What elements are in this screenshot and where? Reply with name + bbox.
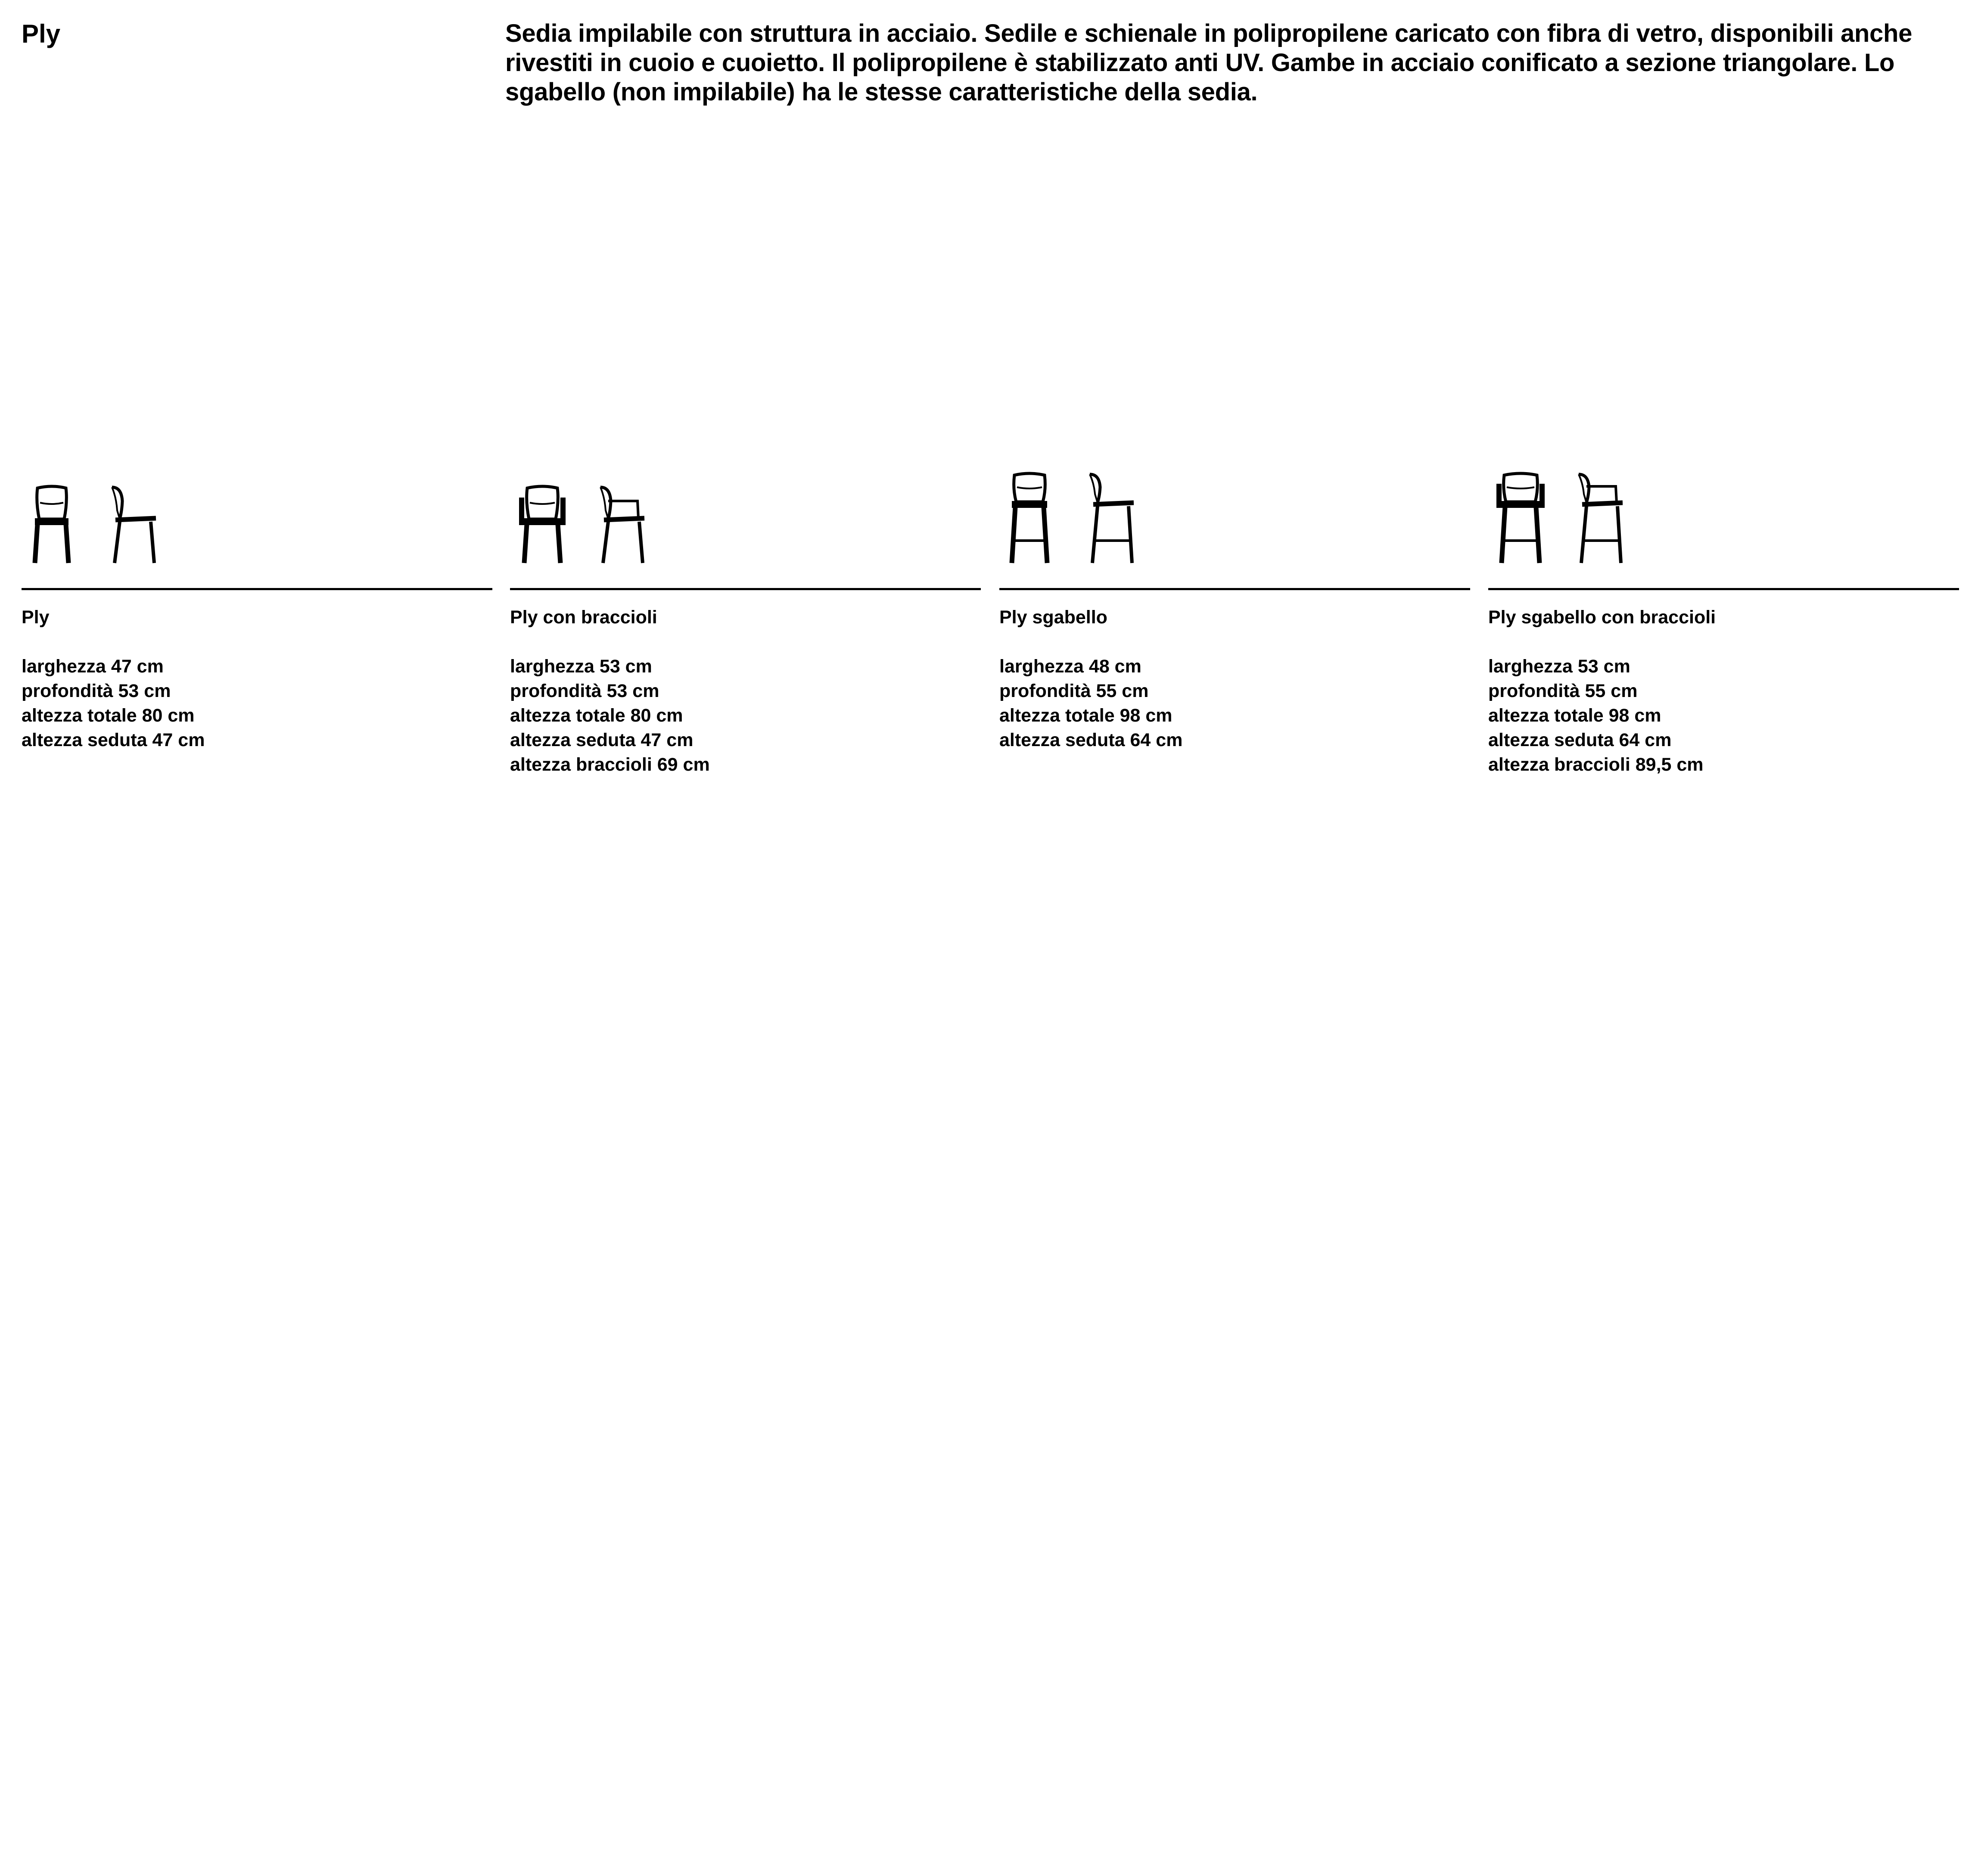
variant-title: Ply sgabello <box>999 607 1107 628</box>
spec-width: larghezza 53 cm <box>1488 656 1630 677</box>
spec-seat-height: altezza seduta 47 cm <box>22 730 205 750</box>
spec-width: larghezza 48 cm <box>999 656 1141 677</box>
chair-side-icon <box>108 485 159 564</box>
variant-title: Ply <box>22 607 50 628</box>
divider-line <box>1488 588 1959 590</box>
spec-depth: profondità 55 cm <box>1488 681 1638 701</box>
spec-list <box>999 654 1182 753</box>
spec-seat-height: altezza seduta 64 cm <box>999 730 1183 750</box>
variant-ply <box>22 472 492 750</box>
spec-total-height: altezza totale 98 cm <box>1488 705 1661 726</box>
chair-front-icon <box>28 485 75 564</box>
spec-total-height: altezza totale 80 cm <box>510 705 683 726</box>
arm-stool-front-icon <box>1495 472 1546 564</box>
variant-ply-con-braccioli <box>510 472 981 775</box>
stool-front-icon <box>1006 472 1053 564</box>
spec-list <box>22 654 205 753</box>
spec-total-height: altezza totale 98 cm <box>999 705 1172 726</box>
divider-line <box>22 588 492 590</box>
spec-seat-height: altezza seduta 64 cm <box>1488 730 1672 750</box>
spec-arm-height: altezza braccioli 89,5 cm <box>1488 754 1704 775</box>
product-name: Ply <box>22 19 61 48</box>
variant-title: Ply con braccioli <box>510 607 657 628</box>
variant-icons <box>1488 472 1959 564</box>
spec-list <box>510 654 710 777</box>
arm-stool-side-icon <box>1574 472 1626 564</box>
variant-icons <box>999 472 1470 564</box>
spec-width: larghezza 47 cm <box>22 656 164 677</box>
spec-width: larghezza 53 cm <box>510 656 652 677</box>
spec-depth: profondità 55 cm <box>999 681 1149 701</box>
variant-ply-sgabello-con-braccioli <box>1488 472 1959 775</box>
variant-ply-sgabello <box>999 472 1470 750</box>
spec-total-height: altezza totale 80 cm <box>22 705 195 726</box>
divider-line <box>510 588 981 590</box>
armchair-side-icon <box>596 485 648 564</box>
product-description: Sedia impilabile con struttura in acciaio. Sedile e schienale in polipropilene caricato con fibra di vetro, disponibili anche rivestiti in cuoio e cuoietto. Il polipropilene è stabilizzato anti UV. Gambe in acciaio conificato a sezione triangolare. Lo sgabello (non impilabile) ha le stesse caratteristiche della sedia. <box>505 19 1913 106</box>
spec-arm-height: altezza braccioli 69 cm <box>510 754 710 775</box>
divider-line <box>999 588 1470 590</box>
spec-list <box>1488 654 1704 777</box>
variant-icons <box>22 472 492 564</box>
variant-icons <box>510 472 981 564</box>
spec-seat-height: altezza seduta 47 cm <box>510 730 694 750</box>
variant-title: Ply sgabello con braccioli <box>1488 607 1716 628</box>
spec-depth: profondità 53 cm <box>22 681 171 701</box>
stool-side-icon <box>1085 472 1137 564</box>
spec-depth: profondità 53 cm <box>510 681 659 701</box>
armchair-front-icon <box>516 485 568 564</box>
